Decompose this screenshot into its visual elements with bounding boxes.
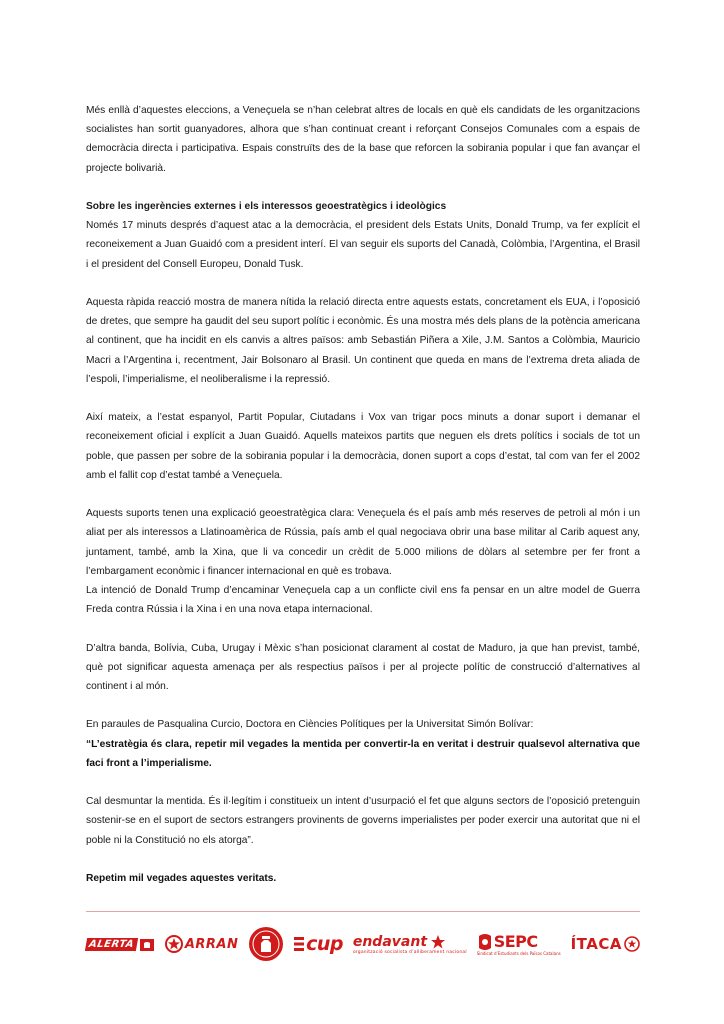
paragraph: Més enllà d’aquestes eleccions, a Veneçuela se n’han celebrat altres de locals en què els candidats de les organitzacions socialistes han sortit guanyadores, alhora que s’han continuat creant i reforçant Consejos Comunales com a espais de democràcia directa i participativa. Espais construïts des de la base que reforcen la sobirania popular i que fan avançar el projecte bolivarià.	[86, 105, 640, 174]
paragraph: La intenció de Donald Trump d’encaminar Veneçuela cap a un conflicte civil ens fa pensar en un altre model de Guerra Freda contra Rússia i la Xina i en una nova etapa internacional.	[86, 585, 640, 616]
quote: “L’estratègia és clara, repetir mil vegades la mentida per convertir-la en veritat i destruir qualsevol alternativa que faci front a l’imperialisme.	[86, 738, 640, 769]
cup-bars-icon	[294, 935, 304, 953]
alerta-logo	[86, 936, 155, 952]
paragraph: Aquests suports tenen una explicació geoestratègica clara: Veneçuela és el país amb més reserves de petroli al món i un aliat per als interessos a Llatinoamèrica de Rússia, país amb el qual negociava obrir una base militar al Carib aquest any, juntament, també, amb la Xina, que li va concedir un crèdit de 5.000 milions de dòlars al setembre per fer front a l’embargament econòmic i financer internacional en què es trobava.	[86, 508, 640, 577]
section-block	[86, 197, 640, 274]
footer-logos	[86, 926, 640, 962]
endavant-logo-text: endavant	[352, 933, 428, 950]
endavant-logo	[353, 934, 467, 955]
star-circle-icon	[165, 935, 183, 953]
seal-emblem-icon	[248, 926, 284, 962]
arran-logo	[165, 935, 239, 953]
itaca-logo	[571, 935, 640, 953]
alerta-logo-text: ALERTA	[85, 938, 138, 951]
sepc-emblem-icon	[477, 933, 493, 951]
endavant-logo-row	[353, 934, 446, 950]
paragraph: En paraules de Pasqualina Curcio, Doctora en Ciències Polítiques per la Universitat Simón Bolívar:	[86, 719, 534, 731]
paragraph: Així mateix, a l’estat espanyol, Partit Popular, Ciutadans i Vox van trigar pocs minuts a donar suport i demanar el reconeixement oficial i explícit a Juan Guaidó. Aquells mateixos partits que neguen els drets polítics i socials de tot un poble, que passen per sobre de la sobirania popular i la democràcia, donen suport a cops d’estat, tal com van fer el 2002 amb el fallit cop d’estat també a Veneçuela.	[86, 412, 640, 481]
paragraph: Només 17 minuts després d’aquest atac a la democràcia, el president dels Estats Units, Donald Trump, va fer explícit el reconeixement a Juan Guaidó com a president interí. El van seguir els suports del Canadà, Colòmbia, l’Argentina, el Brasil i el president del Consell Europeu, Donald Tusk.	[86, 220, 640, 270]
arran-logo-text: ARRAN	[184, 936, 239, 952]
star-icon	[430, 934, 446, 950]
paragraph: D’altra banda, Bolívia, Cuba, Urugay i Mèxic s’han posicionat clarament al costat de Maduro, ja que han previst, també, què pot significar aquesta amenaça per als respectius països i per al projecte polític de construcció d’alternatives al continent i al món.	[86, 642, 640, 693]
seal-logo	[248, 926, 284, 962]
cup-logo-text: cup	[306, 933, 343, 955]
paragraph: Aquesta ràpida reacció mostra de manera nítida la relació directa entre aquests estats, concretament els EUA, i l’oposició de dretes, que sempre ha gaudit del seu suport polític i econòmic. És una mostra més dels plans de la potència americana al continent, que ha incidit en els canvis a altres països: amb Sebastián Piñera a Xile, J.M. Santos a Colòmbia, Mauricio Macri a l’Argentina i, recentment, Jair Bolsonaro al Brasil. Un continent que queda en mans de l’extrema dreta aliada de l’espoli, l’imperialisme, el neoliberalisme i la repressió.	[86, 297, 640, 385]
paragraph: Cal desmuntar la mentida. És il·legítim i constitueix un intent d’usurpació el fet que alguns sectors de l’oposició pretenguin sostenir-se en el suport de sectors estrangers provinents de governs imperialistes per poder exercir una autoritat que ni el poble ni la Constitució no els atorga”.	[86, 796, 640, 846]
sepc-logo-subtitle: Sindicat d’Estudiants dels Països Catalans	[476, 951, 561, 956]
sepc-logo-text: SEPC	[493, 932, 538, 951]
section-heading: Sobre les ingerències externes i els interessos geoestratègics i ideològics	[86, 201, 447, 212]
closing-statement: Repetim mil vegades aquestes veritats.	[86, 873, 277, 884]
endavant-logo-subtitle: organització socialista d’alliberament nacional	[352, 949, 467, 955]
fist-icon	[139, 936, 155, 952]
article-body	[86, 101, 640, 907]
sun-star-icon	[624, 936, 640, 952]
itaca-logo-text: ÍTACA	[570, 935, 622, 953]
cup-logo	[294, 933, 343, 955]
sepc-logo-row	[477, 932, 538, 951]
sepc-logo	[477, 932, 561, 956]
footer-divider	[86, 911, 640, 912]
